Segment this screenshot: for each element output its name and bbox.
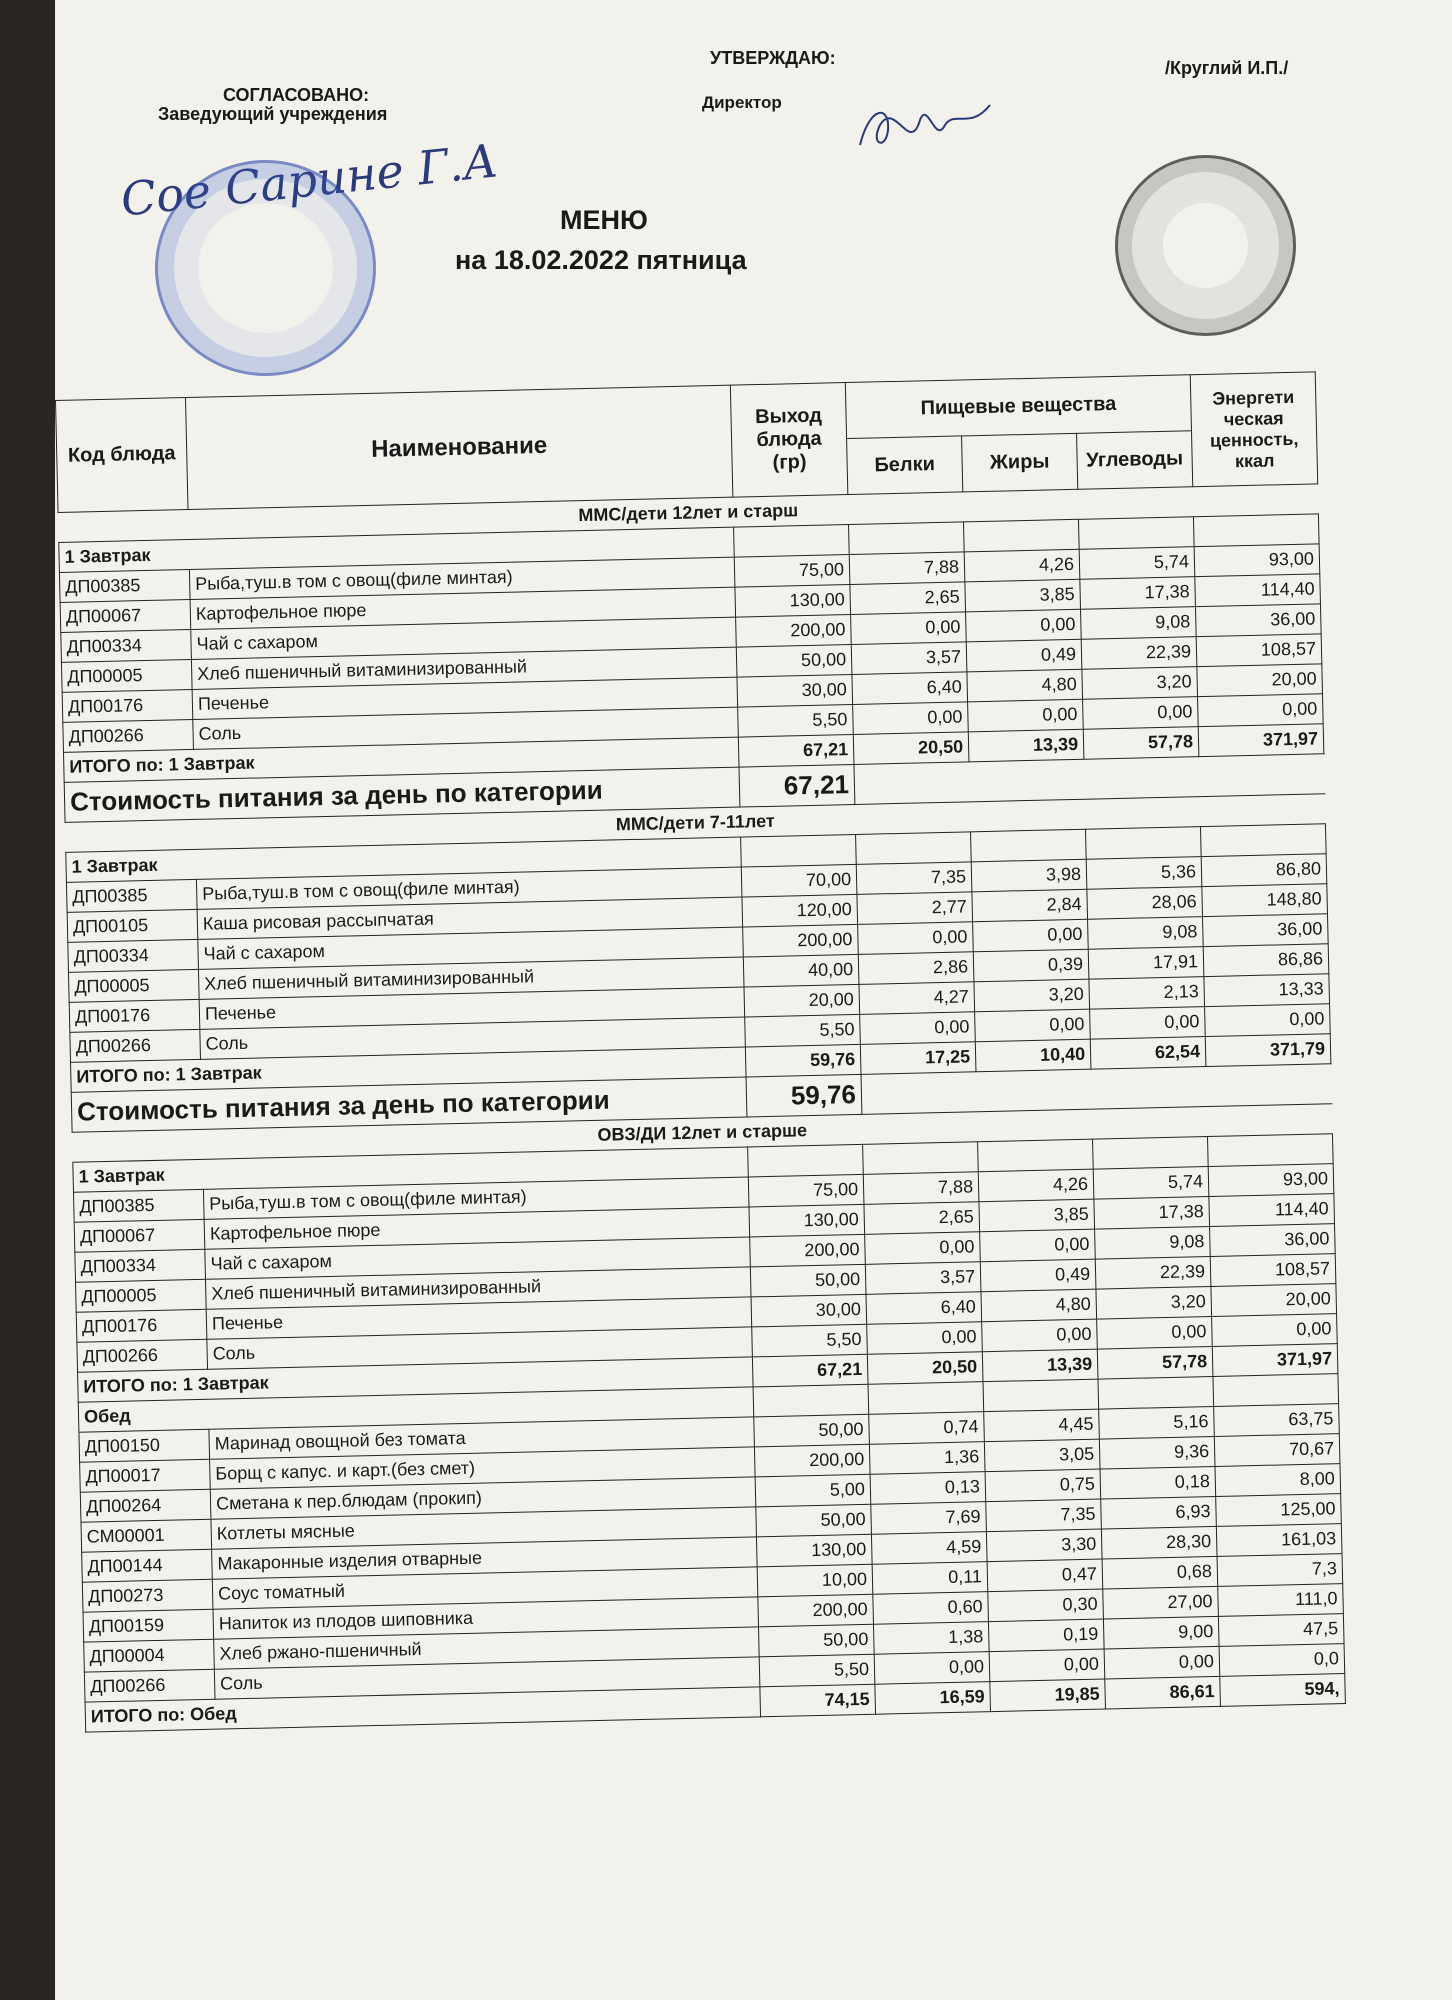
dish-energy: 114,40	[1209, 1194, 1335, 1227]
dish-name: Рыба,туш.в том с овощ(филе минтая)	[189, 557, 735, 599]
empty-cell	[1213, 1374, 1339, 1407]
empty-cell	[863, 1142, 979, 1175]
dish-energy: 111,0	[1218, 1584, 1344, 1617]
empty-cell	[963, 519, 1079, 552]
total-energy: 371,79	[1205, 1034, 1331, 1067]
dish-fat: 3,98	[971, 859, 1087, 892]
dish-fat: 0,00	[973, 919, 1089, 952]
dish-code: ДП00150	[79, 1429, 210, 1462]
category-title: ММС/дети 7-11лет	[65, 794, 1325, 853]
dish-yield: 200,00	[758, 1594, 874, 1627]
dish-yield: 5,50	[752, 1324, 868, 1357]
cost-value: 67,21	[739, 764, 855, 807]
dish-name: Чай с сахаром	[191, 617, 737, 659]
dish-code: ДП00176	[69, 999, 200, 1032]
agreed-label: СОГЛАСОВАНО:	[223, 85, 370, 105]
dish-code: ДП00266	[84, 1669, 215, 1702]
dish-yield: 30,00	[737, 674, 853, 707]
empty-cell	[1086, 827, 1202, 860]
dish-energy: 108,57	[1196, 634, 1322, 667]
dish-yield: 5,00	[755, 1474, 871, 1507]
dish-protein: 0,13	[870, 1472, 986, 1505]
category-title: ММС/дети 12лет и старш	[58, 484, 1318, 543]
dish-code: ДП00105	[67, 909, 198, 942]
cost-label: Стоимость питания за день по категории	[71, 1077, 747, 1132]
dish-yield: 40,00	[743, 954, 859, 987]
dish-name: Борщ с капус. и карт.(без смет)	[210, 1447, 756, 1489]
dish-code: ДП00264	[80, 1489, 211, 1522]
dish-yield: 50,00	[750, 1264, 866, 1297]
menu-date: на 18.02.2022 пятница	[455, 245, 747, 275]
dish-fat: 0,30	[988, 1589, 1104, 1622]
dish-carbs: 0,68	[1102, 1556, 1218, 1589]
dish-code: ДП00067	[74, 1219, 205, 1252]
dish-energy: 86,80	[1201, 854, 1327, 887]
total-label: ИТОГО по: 1 Завтрак	[63, 737, 739, 782]
dish-fat: 0,19	[988, 1619, 1104, 1652]
total-yield: 59,76	[745, 1044, 861, 1077]
empty-cell	[1078, 517, 1194, 550]
cost-label: Стоимость питания за день по категории	[64, 767, 740, 822]
dish-energy: 20,00	[1197, 664, 1323, 697]
dish-name: Печенье	[199, 987, 745, 1029]
col-energy: Энергети ческая ценность, ккал	[1190, 372, 1318, 487]
dish-fat: 4,26	[978, 1169, 1094, 1202]
empty-cell	[849, 522, 965, 555]
dish-name: Хлеб пшеничный витаминизированный	[198, 957, 744, 999]
total-yield: 67,21	[738, 734, 854, 767]
dish-protein: 7,69	[871, 1502, 987, 1535]
dish-fat: 4,26	[964, 549, 1080, 582]
dish-code: ДП00334	[61, 629, 192, 662]
dish-code: ДП00005	[76, 1279, 207, 1312]
total-protein: 20,50	[853, 732, 969, 765]
dish-yield: 30,00	[751, 1294, 867, 1327]
dish-energy: 114,40	[1195, 574, 1321, 607]
meal-title: 1 Завтрак	[66, 837, 742, 882]
dish-carbs: 27,00	[1103, 1586, 1219, 1619]
dish-yield: 75,00	[748, 1174, 864, 1207]
dish-fat: 7,35	[986, 1499, 1102, 1532]
dish-energy: 148,80	[1202, 884, 1328, 917]
dish-carbs: 0,18	[1100, 1466, 1216, 1499]
dish-code: ДП00385	[66, 879, 197, 912]
dish-fat: 4,80	[967, 669, 1083, 702]
total-yield: 67,21	[752, 1354, 868, 1387]
menu-document	[55, 0, 1452, 2000]
dish-carbs: 6,93	[1101, 1496, 1217, 1529]
approved-label: УТВЕРЖДАЮ:	[710, 48, 836, 68]
dish-yield: 10,00	[757, 1564, 873, 1597]
dish-carbs: 5,74	[1093, 1167, 1209, 1200]
dish-energy: 0,00	[1212, 1314, 1338, 1347]
empty-cell	[1200, 824, 1326, 857]
dish-name: Хлеб ржано-пшеничный	[214, 1627, 760, 1669]
dish-protein: 6,40	[852, 672, 968, 705]
dish-energy: 0,0	[1219, 1644, 1345, 1677]
dish-carbs: 3,20	[1096, 1287, 1212, 1320]
dish-energy: 70,67	[1214, 1434, 1340, 1467]
dish-yield: 200,00	[754, 1444, 870, 1477]
dish-fat: 3,05	[984, 1439, 1100, 1472]
total-energy: 371,97	[1212, 1344, 1338, 1377]
dish-carbs: 28,06	[1087, 887, 1203, 920]
dish-energy: 13,33	[1204, 974, 1330, 1007]
total-protein: 20,50	[867, 1352, 983, 1385]
col-nutrients: Пищевые вещества	[845, 375, 1191, 439]
col-fat: Жиры	[962, 433, 1078, 492]
dish-fat: 3,30	[986, 1529, 1102, 1562]
empty-cell	[1098, 1376, 1214, 1409]
dish-code: ДП00334	[75, 1249, 206, 1282]
dish-code: ДП00004	[84, 1639, 215, 1672]
dish-energy: 7,3	[1217, 1554, 1343, 1587]
empty-cell	[1193, 514, 1319, 547]
dish-fat: 4,45	[984, 1409, 1100, 1442]
dish-carbs: 3,20	[1082, 667, 1198, 700]
dish-yield: 5,50	[738, 704, 854, 737]
dish-fat: 0,00	[989, 1649, 1105, 1682]
dish-protein: 0,00	[853, 702, 969, 735]
dish-fat: 0,00	[982, 1319, 1098, 1352]
dish-code: ДП00144	[82, 1549, 213, 1582]
dish-protein: 3,57	[851, 642, 967, 675]
dish-carbs: 5,36	[1086, 857, 1202, 890]
empty-cell	[983, 1379, 1099, 1412]
dish-protein: 0,00	[851, 612, 967, 645]
total-carbs: 86,61	[1105, 1676, 1221, 1709]
dish-protein: 3,57	[865, 1262, 981, 1295]
dish-fat: 0,39	[973, 949, 1089, 982]
empty-cell	[1208, 1134, 1334, 1167]
dish-name: Соль	[193, 707, 739, 749]
dish-carbs: 22,39	[1081, 637, 1197, 670]
empty-cell	[741, 834, 857, 867]
empty-cell	[856, 832, 972, 865]
dish-carbs: 17,91	[1088, 947, 1204, 980]
dish-energy: 36,00	[1210, 1224, 1336, 1257]
dish-energy: 47,5	[1218, 1614, 1344, 1647]
dish-protein: 6,40	[866, 1292, 982, 1325]
col-protein: Белки	[847, 436, 963, 495]
dish-protein: 7,88	[849, 552, 965, 585]
dish-fat: 0,75	[985, 1469, 1101, 1502]
dish-yield: 130,00	[749, 1204, 865, 1237]
dish-protein: 1,36	[869, 1442, 985, 1475]
dish-yield: 200,00	[750, 1234, 866, 1267]
dish-name: Чай с сахаром	[198, 927, 744, 969]
dish-name: Напиток из плодов шиповника	[213, 1597, 759, 1639]
dish-fat: 0,00	[975, 1009, 1091, 1042]
dish-yield: 130,00	[735, 585, 851, 618]
total-fat: 13,39	[982, 1349, 1098, 1382]
dish-protein: 2,65	[864, 1202, 980, 1235]
dish-code: ДП00266	[77, 1339, 208, 1372]
dish-yield: 70,00	[741, 864, 857, 897]
dish-energy: 63,75	[1214, 1404, 1340, 1437]
category-title: ОВЗ/ДИ 12лет и старше	[72, 1104, 1332, 1163]
dish-carbs: 0,00	[1097, 1316, 1213, 1349]
dish-code: ДП00385	[73, 1189, 204, 1222]
dish-protein: 0,00	[874, 1652, 990, 1685]
dish-code: ДП00273	[82, 1579, 213, 1612]
head-label: Заведующий учреждения	[158, 104, 388, 124]
meal-title: 1 Завтрак	[73, 1147, 749, 1192]
dish-name: Каша рисовая рассыпчатая	[197, 897, 743, 939]
menu-table-wrap	[55, 371, 1346, 1732]
dish-protein: 2,86	[858, 952, 974, 985]
dish-name: Соус томатный	[212, 1567, 758, 1609]
dish-energy: 0,00	[1205, 1004, 1331, 1037]
dish-energy: 36,00	[1203, 914, 1329, 947]
dish-fat: 0,00	[966, 609, 1082, 642]
total-fat: 10,40	[975, 1039, 1091, 1072]
dish-protein: 4,27	[859, 982, 975, 1015]
dish-fat: 0,00	[968, 699, 1084, 732]
empty-cell	[868, 1382, 984, 1415]
empty-cell	[1093, 1137, 1209, 1170]
total-label: ИТОГО по: 1 Завтрак	[71, 1047, 747, 1092]
dish-yield: 50,00	[736, 644, 852, 677]
dish-fat: 3,85	[979, 1199, 1095, 1232]
dish-energy: 108,57	[1210, 1254, 1336, 1287]
total-energy: 371,97	[1198, 724, 1324, 757]
col-name: Наименование	[185, 385, 732, 509]
total-carbs: 62,54	[1090, 1037, 1206, 1070]
dish-code: ДП00266	[63, 719, 194, 752]
dish-yield: 20,00	[744, 984, 860, 1017]
dish-energy: 93,00	[1208, 1164, 1334, 1197]
dish-name: Хлеб пшеничный витаминизированный	[205, 1267, 751, 1309]
col-carbs: Углеводы	[1077, 431, 1193, 490]
dish-name: Печенье	[192, 677, 738, 719]
dish-carbs: 17,38	[1094, 1197, 1210, 1230]
total-carbs: 57,78	[1083, 727, 1199, 760]
dish-carbs: 9,08	[1095, 1227, 1211, 1260]
dish-code: ДП00159	[83, 1609, 214, 1642]
total-carbs: 57,78	[1097, 1346, 1213, 1379]
total-fat: 13,39	[968, 729, 1084, 762]
dish-protein: 0,60	[873, 1592, 989, 1625]
total-yield: 74,15	[760, 1684, 876, 1717]
dish-yield: 5,50	[759, 1654, 875, 1687]
dish-code: ДП00176	[62, 689, 193, 722]
dish-name: Соль	[200, 1017, 746, 1059]
dish-yield: 50,00	[754, 1414, 870, 1447]
dish-carbs: 28,30	[1101, 1526, 1217, 1559]
dish-name: Рыба,туш.в том с овощ(филе минтая)	[196, 867, 742, 909]
dish-yield: 200,00	[736, 615, 852, 648]
dish-carbs: 0,00	[1090, 1007, 1206, 1040]
dish-energy: 93,00	[1194, 544, 1320, 577]
empty-cell	[734, 525, 850, 558]
round-stamp-right	[1115, 155, 1296, 336]
dish-protein: 2,77	[857, 892, 973, 925]
dish-yield: 50,00	[759, 1624, 875, 1657]
dish-fat: 2,84	[972, 889, 1088, 922]
meal-title: 1 Завтрак	[59, 527, 735, 572]
dish-protein: 0,74	[869, 1412, 985, 1445]
dish-energy: 20,00	[1211, 1284, 1337, 1317]
dish-yield: 75,00	[734, 555, 850, 588]
dish-carbs: 9,36	[1099, 1436, 1215, 1469]
dish-protein: 2,65	[850, 582, 966, 615]
dish-carbs: 5,74	[1079, 547, 1195, 580]
dish-code: ДП00017	[80, 1459, 211, 1492]
dish-protein: 0,00	[867, 1322, 983, 1355]
director-name: /Круглий И.П./	[1165, 58, 1289, 78]
col-yield: Выход блюда (гр)	[730, 383, 848, 498]
dish-fat: 0,47	[987, 1559, 1103, 1592]
menu-table	[55, 371, 1346, 1732]
round-stamp-left	[155, 160, 376, 376]
cost-value: 59,76	[746, 1074, 862, 1117]
dish-yield: 50,00	[756, 1504, 872, 1537]
dish-carbs: 9,00	[1103, 1616, 1219, 1649]
dish-name: Сметана к пер.блюдам (прокип)	[210, 1477, 756, 1519]
signature-agreed: Сое Сарине Г.А	[118, 133, 501, 227]
dish-carbs: 22,39	[1095, 1257, 1211, 1290]
dish-energy: 125,00	[1216, 1494, 1342, 1527]
dish-protein: 0,00	[865, 1232, 981, 1265]
col-code: Код блюда	[56, 398, 189, 513]
dish-name: Картофельное пюре	[190, 587, 736, 629]
empty-cell	[748, 1144, 864, 1177]
dish-code: ДП00005	[68, 969, 199, 1002]
dish-name: Котлеты мясные	[211, 1507, 757, 1549]
empty-cell	[971, 829, 1087, 862]
dish-name: Макаронные изделия отварные	[212, 1537, 758, 1579]
dish-carbs: 5,16	[1099, 1406, 1215, 1439]
dish-code: ДП00176	[76, 1309, 207, 1342]
dish-carbs: 0,00	[1104, 1646, 1220, 1679]
total-label: ИТОГО по: 1 Завтрак	[78, 1357, 754, 1402]
dish-fat: 3,85	[965, 579, 1081, 612]
dish-name: Печенье	[206, 1297, 752, 1339]
dish-name: Маринад овощной без томата	[209, 1417, 755, 1459]
dish-code: ДП00067	[60, 599, 191, 632]
dish-energy: 8,00	[1215, 1464, 1341, 1497]
dish-code: ДП00334	[68, 939, 199, 972]
empty-cell	[978, 1139, 1094, 1172]
total-protein: 17,25	[860, 1042, 976, 1075]
dish-fat: 0,49	[966, 639, 1082, 672]
dish-fat: 3,20	[974, 979, 1090, 1012]
dish-name: Соль	[214, 1657, 760, 1699]
dish-carbs: 17,38	[1080, 577, 1196, 610]
menu-title: МЕНЮ	[560, 205, 648, 235]
dish-energy: 36,00	[1195, 604, 1321, 637]
dish-fat: 0,49	[980, 1259, 1096, 1292]
dish-protein: 4,59	[871, 1532, 987, 1565]
dish-carbs: 2,13	[1089, 977, 1205, 1010]
dish-code: ДП00266	[70, 1029, 201, 1062]
director-label: Директор	[702, 93, 782, 112]
dish-energy: 161,03	[1216, 1524, 1342, 1557]
dish-carbs: 9,08	[1088, 917, 1204, 950]
dish-yield: 200,00	[743, 924, 859, 957]
meal-title: Обед	[78, 1387, 754, 1432]
dish-name: Хлеб пшеничный витаминизированный	[191, 647, 737, 689]
dish-name: Соль	[207, 1327, 753, 1369]
dish-carbs: 0,00	[1083, 697, 1199, 730]
dish-fat: 4,80	[981, 1289, 1097, 1322]
dish-carbs: 9,08	[1081, 607, 1197, 640]
dish-protein: 0,00	[858, 922, 974, 955]
dish-fat: 0,00	[980, 1229, 1096, 1262]
dish-energy: 0,00	[1198, 694, 1324, 727]
total-energy: 594,	[1220, 1674, 1346, 1707]
dish-yield: 5,50	[745, 1014, 861, 1047]
total-label: ИТОГО по: Обед	[85, 1687, 761, 1732]
total-protein: 16,59	[875, 1682, 991, 1715]
empty-cell	[753, 1384, 869, 1417]
total-fat: 19,85	[990, 1679, 1106, 1712]
dish-name: Чай с сахаром	[205, 1237, 751, 1279]
dish-name: Картофельное пюре	[204, 1207, 750, 1249]
dish-protein: 7,88	[863, 1172, 979, 1205]
dish-protein: 0,11	[872, 1562, 988, 1595]
dish-code: СМ00001	[81, 1519, 212, 1552]
dish-yield: 120,00	[742, 894, 858, 927]
dish-code: ДП00385	[59, 569, 190, 602]
dish-yield: 130,00	[756, 1534, 872, 1567]
dish-energy: 86,86	[1203, 944, 1329, 977]
dish-name: Рыба,туш.в том с овощ(филе минтая)	[203, 1177, 749, 1219]
dish-protein: 0,00	[860, 1012, 976, 1045]
dish-protein: 7,35	[856, 862, 972, 895]
dish-protein: 1,38	[873, 1622, 989, 1655]
director-signature	[850, 85, 1000, 165]
dish-code: ДП00005	[61, 659, 192, 692]
